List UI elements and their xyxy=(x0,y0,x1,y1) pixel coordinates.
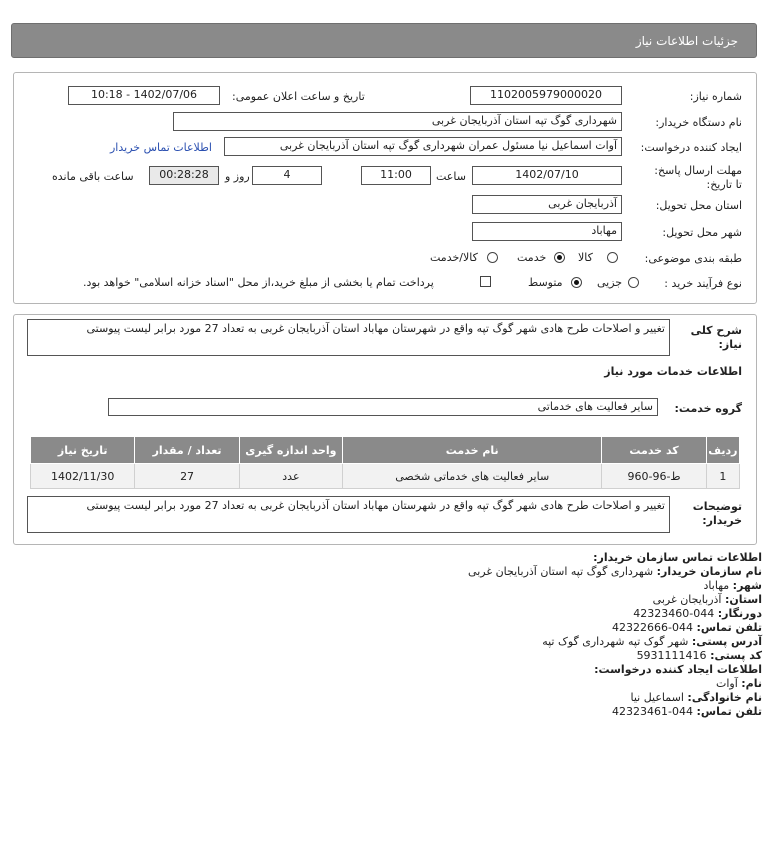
need-number-label: شماره نیاز: xyxy=(689,90,742,103)
contact-title: اطلاعات تماس سازمان خریدار: xyxy=(593,551,762,564)
category-radio-service[interactable] xyxy=(554,252,565,263)
buyer-org-label: نام دستگاه خریدار: xyxy=(655,116,742,129)
creator-family: اسماعیل نیا xyxy=(630,691,684,704)
creator-field: آوات اسماعیل نیا مسئول عمران شهرداری گوگ تپه استان آذربایجان غربی xyxy=(224,137,622,156)
buyer-notes-label: توضیحات خریدار: xyxy=(692,500,742,527)
creator-label: ایجاد کننده درخواست: xyxy=(640,141,742,154)
treasury-checkbox[interactable] xyxy=(480,276,491,287)
cell-qty: 27 xyxy=(135,464,239,489)
province-field: آذربایجان غربی xyxy=(472,195,622,214)
col-unit: واحد اندازه گیری xyxy=(239,437,342,464)
contact-postal: 5931111416 xyxy=(636,649,707,662)
category-radio-goods-service[interactable] xyxy=(487,252,498,263)
contact-phone: 044-42322666 xyxy=(612,621,694,634)
cell-index: 1 xyxy=(706,464,739,489)
need-number-field: 1102005979000020 xyxy=(470,86,622,105)
creator-phone-label: تلفن تماس: xyxy=(696,705,762,718)
creator-info-title: اطلاعات ایجاد کننده درخواست: xyxy=(594,663,762,676)
service-group-field: سایر فعالیت های خدماتی xyxy=(108,398,658,416)
deadline-time-label: ساعت xyxy=(436,170,466,183)
category-option-goods: کالا xyxy=(578,251,593,264)
category-option-goods-service: کالا/خدمت xyxy=(430,251,478,264)
city-field: مهاباد xyxy=(472,222,622,241)
deadline-date-field: 1402/07/10 xyxy=(472,166,622,185)
description-label: شرح کلی نیاز: xyxy=(690,324,742,351)
days-field: 4 xyxy=(252,166,322,185)
contact-province: آذربایجان غربی xyxy=(652,593,722,606)
days-label: روز و xyxy=(225,170,250,183)
contact-province-label: استان: xyxy=(725,593,762,606)
col-qty: تعداد / مقدار xyxy=(135,437,239,464)
contact-city-label: شهر: xyxy=(732,579,762,592)
contact-org: شهرداری گوگ تپه استان آذربایجان غربی xyxy=(468,565,654,578)
deadline-label: مهلت ارسال پاسخ: تا تاریخ: xyxy=(654,164,742,191)
announce-field: 1402/07/06 - 10:18 xyxy=(68,86,220,105)
page-header xyxy=(11,23,757,58)
buyer-org-field: شهرداری گوگ تپه استان آذربایجان غربی xyxy=(173,112,622,131)
col-date: تاریخ نیاز xyxy=(31,437,135,464)
process-radio-minor[interactable] xyxy=(628,277,639,288)
services-section-title: اطلاعات خدمات مورد نیاز xyxy=(604,365,742,378)
process-option-medium: متوسط xyxy=(528,276,563,289)
process-label: نوع فرآیند خرید : xyxy=(664,277,742,290)
need-info-panel xyxy=(13,72,757,304)
creator-family-label: نام خانوادگی: xyxy=(687,691,762,704)
creator-phone: 044-42323461 xyxy=(612,705,694,718)
category-option-service: خدمت xyxy=(517,251,547,264)
category-label: طبقه بندی موضوعی: xyxy=(644,252,742,265)
buyer-notes-text: تغییر و اصلاحات طرح هادی شهر گوگ تپه واقع در شهرستان مهاباد استان آذربایجان غربی به تعداد 27 مورد برابر لیست پیوستی xyxy=(27,496,670,533)
city-label: شهر محل تحویل: xyxy=(662,226,742,239)
contact-org-label: نام سازمان خریدار: xyxy=(656,565,762,578)
deadline-time-field: 11:00 xyxy=(361,166,431,185)
process-radio-medium[interactable] xyxy=(571,277,582,288)
contact-address: شهر گوک تپه شهرداری گوک تپه xyxy=(542,635,689,648)
col-code: کد خدمت xyxy=(602,437,706,464)
contact-info xyxy=(22,551,762,719)
contact-address-label: آدرس پستی: xyxy=(691,635,762,648)
contact-city: مهاباد xyxy=(703,579,730,592)
cell-name: سایر فعالیت های خدماتی شخصی xyxy=(343,464,602,489)
page-title: جزئیات اطلاعات نیاز xyxy=(635,34,738,48)
contact-postal-label: کد پستی: xyxy=(710,649,762,662)
process-option-minor: جزیی xyxy=(597,276,623,289)
cell-code: ط-96-960 xyxy=(602,464,706,489)
announce-label: تاریخ و ساعت اعلان عمومی: xyxy=(232,90,365,103)
cell-date: 1402/11/30 xyxy=(31,464,135,489)
payment-note: پرداخت تمام یا بخشی از مبلغ خرید،از محل "اسناد خزانه اسلامی" خواهد بود. xyxy=(83,276,434,289)
services-table xyxy=(30,436,740,489)
creator-name: آوات xyxy=(715,677,738,690)
contact-phone-label: تلفن تماس: xyxy=(696,621,762,634)
col-index: ردیف xyxy=(706,437,739,464)
remaining-label: ساعت باقی مانده xyxy=(52,170,134,183)
contact-fax: 044-42323460 xyxy=(633,607,715,620)
contact-fax-label: دورنگار: xyxy=(717,607,762,620)
cell-unit: عدد xyxy=(239,464,342,489)
creator-name-label: نام: xyxy=(741,677,762,690)
col-name: نام خدمت xyxy=(343,437,602,464)
buyer-contact-link[interactable]: اطلاعات تماس خریدار xyxy=(110,141,212,154)
remaining-time-field: 00:28:28 xyxy=(149,166,219,185)
province-label: استان محل تحویل: xyxy=(655,199,742,212)
service-group-label: گروه خدمت: xyxy=(674,402,742,415)
table-row xyxy=(31,464,740,489)
category-radio-goods[interactable] xyxy=(607,252,618,263)
description-text: تغییر و اصلاحات طرح هادی شهر گوگ تپه واقع در شهرستان مهاباد استان آذربایجان غربی به تعداد 27 مورد برابر لیست پیوستی xyxy=(27,319,670,356)
